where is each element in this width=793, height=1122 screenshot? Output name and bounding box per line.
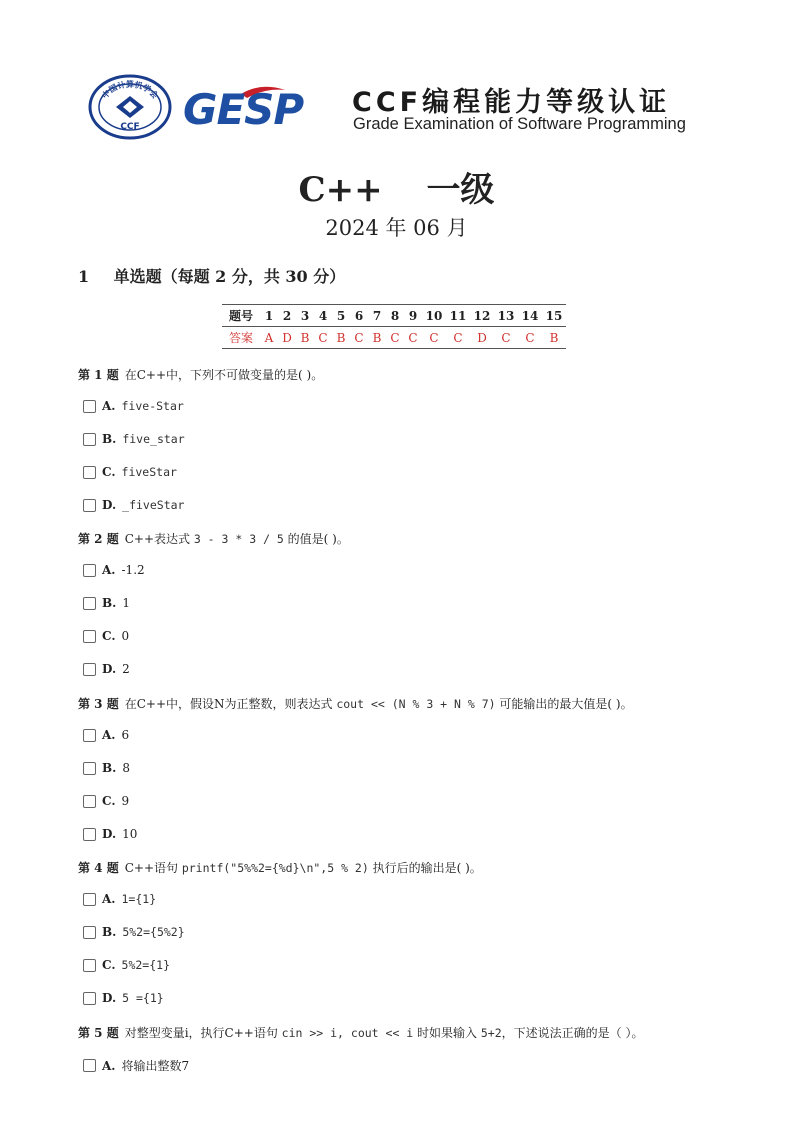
answer-table-answer-cell: C: [404, 327, 422, 349]
checkbox-icon[interactable]: [83, 828, 96, 841]
checkbox-icon[interactable]: [83, 762, 96, 775]
question-stem: [78, 1024, 643, 1041]
option-key: A.: [102, 1058, 116, 1073]
option-c[interactable]: [83, 629, 129, 643]
option-key: B.: [102, 432, 117, 446]
question-number: 第 3 题: [78, 697, 119, 711]
option-text: 5 ={1}: [122, 991, 164, 1005]
checkbox-icon[interactable]: [83, 630, 96, 643]
checkbox-icon[interactable]: [83, 499, 96, 512]
question-number: 第 5 题: [78, 1026, 119, 1040]
option-text: 9: [121, 794, 130, 808]
option-key: D.: [102, 827, 117, 841]
option-key: A.: [102, 892, 116, 906]
question-stem: [78, 530, 349, 547]
question-text: 执行后的输出是( )。: [368, 861, 482, 875]
option-key: B.: [102, 596, 117, 610]
question-text: 时如果输入: [413, 1026, 481, 1040]
option-d[interactable]: [83, 991, 164, 1005]
answer-table-number-cell: 9: [404, 305, 422, 327]
answer-table-number-cell: 15: [542, 305, 566, 327]
option-text: 5%2={5%2}: [122, 925, 185, 939]
option-key: D.: [102, 662, 117, 676]
answer-table-number-cell: 13: [494, 305, 518, 327]
option-text: 0: [121, 629, 130, 643]
option-c[interactable]: [83, 958, 170, 972]
option-key: A.: [102, 399, 116, 413]
option-key: D.: [102, 498, 117, 512]
question-code: 5+2: [480, 1026, 502, 1040]
checkbox-icon[interactable]: [83, 433, 96, 446]
option-key: A.: [102, 563, 116, 577]
question-text: ，下述说法正确的是（ ）。: [501, 1026, 644, 1040]
question-code: printf("5%%2={%d}\n",5 % 2): [181, 861, 369, 875]
answer-table-number-cell: 5: [332, 305, 350, 327]
answer-table-row-label: 答案: [222, 327, 260, 349]
checkbox-icon[interactable]: [83, 926, 96, 939]
answer-table-answer-cell: C: [314, 327, 332, 349]
option-text: 10: [122, 827, 138, 841]
question-stem: [78, 366, 323, 383]
answer-table-number-cell: 7: [368, 305, 386, 327]
checkbox-icon[interactable]: [83, 400, 96, 413]
option-key: B.: [102, 925, 117, 939]
gesp-logo: [181, 80, 329, 132]
answer-table-answer-cell: D: [470, 327, 494, 349]
option-a[interactable]: [83, 399, 184, 413]
exam-language: C++: [298, 170, 383, 210]
option-key: C.: [102, 465, 116, 479]
answer-table-answer-cell: C: [386, 327, 404, 349]
checkbox-icon[interactable]: [83, 564, 96, 577]
answer-table-answer-cell: C: [350, 327, 368, 349]
exam-level: 一级: [426, 170, 495, 210]
brand-title-cn: CCF编程能力等级认证: [352, 87, 671, 118]
checkbox-icon[interactable]: [83, 466, 96, 479]
option-key: C.: [102, 629, 116, 643]
question-code: 3 - 3 * 3 / 5: [193, 532, 284, 546]
answer-table-number-cell: 11: [446, 305, 470, 327]
option-key: C.: [102, 794, 116, 808]
question-number: 第 1 题: [78, 368, 119, 382]
svg-text:中国计算机学会: 中国计算机学会: [100, 80, 160, 101]
option-a[interactable]: [83, 563, 145, 577]
option-text: 6: [121, 728, 130, 742]
answer-table-answer-cell: B: [368, 327, 386, 349]
option-text: 将输出整数7: [121, 1059, 190, 1073]
answer-table-answer-cell: B: [542, 327, 566, 349]
answer-table-answer-cell: B: [332, 327, 350, 349]
option-text: five-Star: [121, 399, 184, 413]
question-text: C++表达式: [124, 532, 194, 546]
question-number: 第 4 题: [78, 861, 119, 875]
question-number: 第 2 题: [78, 532, 119, 546]
option-d[interactable]: [83, 662, 130, 676]
answer-table-number-cell: 2: [278, 305, 296, 327]
option-a[interactable]: [83, 892, 156, 906]
header: [88, 74, 708, 140]
answer-table-answer-cell: C: [422, 327, 446, 349]
answer-table-number-cell: 3: [296, 305, 314, 327]
option-c[interactable]: [83, 465, 177, 479]
answer-table-answer-cell: C: [518, 327, 542, 349]
option-b[interactable]: [83, 432, 185, 446]
option-d[interactable]: [83, 498, 184, 512]
question-code: cin >> i, cout << i: [281, 1026, 414, 1040]
answer-table-answer-cell: D: [278, 327, 296, 349]
checkbox-icon[interactable]: [83, 893, 96, 906]
question-stem: [78, 859, 482, 876]
question-text: 可能输出的最大值是( )。: [495, 697, 633, 711]
answer-table-number-cell: 8: [386, 305, 404, 327]
answer-table-answer-cell: C: [494, 327, 518, 349]
option-b[interactable]: [83, 925, 185, 939]
checkbox-icon[interactable]: [83, 795, 96, 808]
option-key: B.: [102, 761, 117, 775]
answer-table-number-row: [222, 305, 566, 327]
answer-table-number-cell: 14: [518, 305, 542, 327]
section-label: 单选题（每题 2 分，共 30 分）: [113, 267, 346, 286]
option-text: 1: [122, 596, 130, 610]
option-key: A.: [102, 728, 116, 742]
answer-table-number-cell: 12: [470, 305, 494, 327]
option-text: 2: [122, 662, 130, 676]
answer-table-number-cell: 6: [350, 305, 368, 327]
checkbox-icon[interactable]: [83, 1059, 96, 1072]
option-c[interactable]: [83, 794, 129, 808]
question-text: 在C++中，下列不可做变量的是( )。: [124, 368, 324, 382]
answer-table-number-cell: 10: [422, 305, 446, 327]
question-text: 在C++中，假设N为正整数，则表达式: [124, 697, 337, 711]
checkbox-icon[interactable]: [83, 663, 96, 676]
answer-table-answer-cell: C: [446, 327, 470, 349]
option-text: five_star: [122, 432, 185, 446]
brand-title-en: Grade Examination of Software Programming: [353, 115, 686, 133]
section-heading: [78, 264, 345, 287]
checkbox-icon[interactable]: [83, 959, 96, 972]
question-code: cout << (N % 3 + N % 7): [336, 697, 496, 711]
answer-table-number-cell: 4: [314, 305, 332, 327]
question-stem: [78, 695, 633, 712]
option-text: fiveStar: [121, 465, 177, 479]
question-text: 对整型变量i，执行C++语句: [124, 1026, 282, 1040]
section-number: 1: [78, 267, 90, 286]
question-text: 的值是( )。: [283, 532, 349, 546]
option-a[interactable]: [83, 1057, 189, 1074]
answer-table-answer-cell: B: [296, 327, 314, 349]
exam-date: 2024 年 06 月: [325, 216, 468, 240]
answer-table-answer-row: [222, 327, 566, 349]
answer-table-answer-cell: A: [260, 327, 278, 349]
option-text: 5%2={1}: [121, 958, 170, 972]
option-text: 1={1}: [121, 892, 157, 906]
answer-table-row-label: 题号: [222, 305, 260, 327]
option-b[interactable]: [83, 761, 130, 775]
option-text: _fiveStar: [122, 498, 185, 512]
option-text: -1.2: [121, 563, 145, 577]
option-b[interactable]: [83, 596, 130, 610]
ccf-seal-logo: [88, 74, 172, 140]
option-d[interactable]: [83, 827, 137, 841]
svg-text:GESP: GESP: [183, 85, 304, 132]
exam-title: [0, 162, 793, 211]
option-key: C.: [102, 958, 116, 972]
checkbox-icon[interactable]: [83, 597, 96, 610]
answer-table-number-cell: 1: [260, 305, 278, 327]
checkbox-icon[interactable]: [83, 992, 96, 1005]
checkbox-icon[interactable]: [83, 729, 96, 742]
option-key: D.: [102, 991, 117, 1005]
svg-text:CCF: CCF: [120, 122, 140, 132]
option-a[interactable]: [83, 728, 129, 742]
question-text: C++语句: [124, 861, 182, 875]
option-text: 8: [122, 761, 130, 775]
answer-table: [222, 304, 566, 349]
